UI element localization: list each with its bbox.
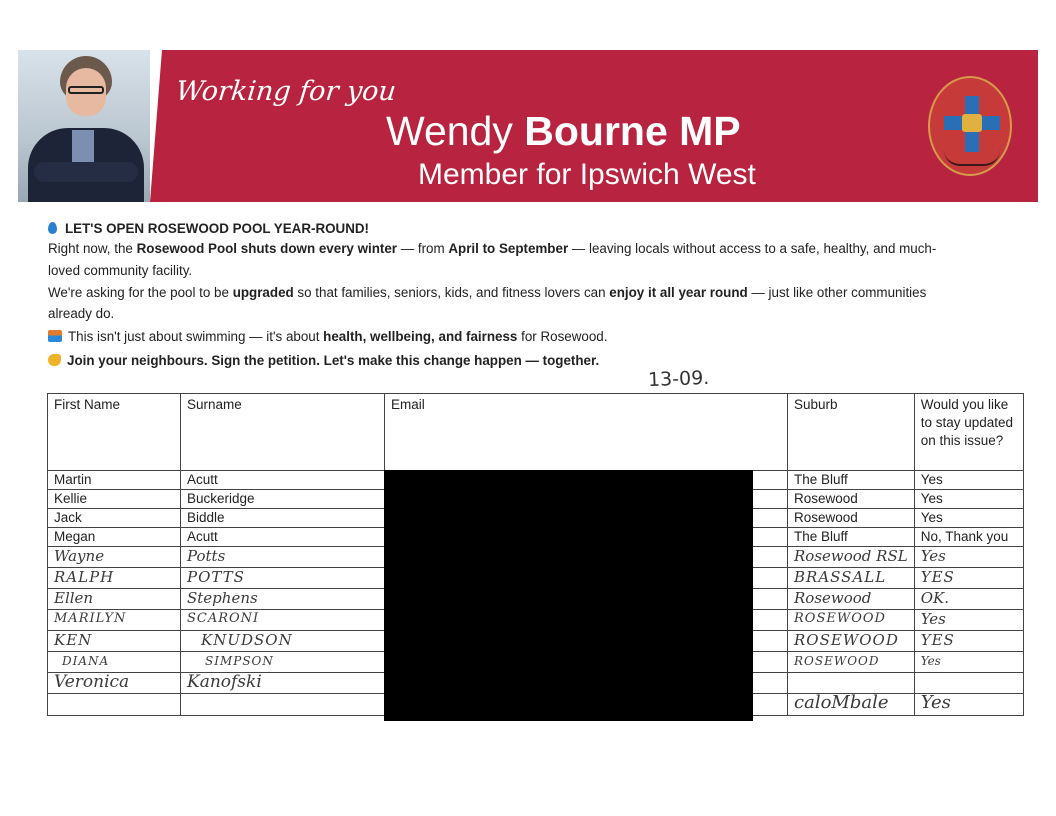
paragraph-1: Right now, the Rosewood Pool shuts down every winter — from April to September — leaving locals without access to a safe, healthy, and much- [48,241,937,256]
cell-surname: KNUDSON [181,631,385,652]
header-updates: Would you like to stay updated on this issue? [914,394,1023,471]
cell-first-name: RALPH [48,568,181,589]
swimmer-icon [48,330,62,342]
mp-portrait [18,50,150,202]
cell-updates: YES [914,631,1023,652]
cell-first-name: Wayne [48,547,181,568]
cell-first-name: MARILYN [48,610,181,631]
petition-heading: LET'S OPEN ROSEWOOD POOL YEAR-ROUND! [48,218,369,239]
cell-surname: Kanofski [181,673,385,694]
tagline: Working for you [174,76,398,107]
cell-first-name: Ellen [48,589,181,610]
paragraph-2-line-2: already do. [48,306,115,321]
cell-suburb: Rosewood [788,589,915,610]
cell-suburb: ROSEWOOD [788,610,915,631]
cell-updates: Yes [914,509,1023,528]
cell-updates: Yes [914,490,1023,509]
cell-updates: Yes [914,694,1023,716]
water-drop-icon [48,222,57,234]
paragraph-3: This isn't just about swimming — it's about health, wellbeing, and fairness for Rosewood. [48,326,607,347]
cell-updates: Yes [914,547,1023,568]
cell-first-name: Veronica [48,673,181,694]
cell-first-name [48,694,181,716]
header-email: Email [385,394,788,471]
cell-updates: Yes [914,652,1023,673]
header-first-name: First Name [48,394,181,471]
mp-name: Wendy Bourne MP [386,108,741,154]
email-redaction-box [384,470,753,721]
cell-suburb: BRASSALL [788,568,915,589]
cell-suburb: caloMbale [788,694,915,716]
cell-suburb: The Bluff [788,528,915,547]
cell-surname: POTTS [181,568,385,589]
cell-surname: Acutt [181,528,385,547]
header-banner [18,50,1038,202]
cell-surname: Stephens [181,589,385,610]
cell-first-name: DIANA [48,652,181,673]
cell-suburb: Rosewood [788,490,915,509]
paragraph-1-line-2: loved community facility. [48,263,193,278]
cell-updates [914,673,1023,694]
cell-surname: Biddle [181,509,385,528]
cell-surname: SCARONI [181,610,385,631]
table-header-row [48,394,1024,471]
cell-first-name: Jack [48,509,181,528]
header-surname: Surname [181,394,385,471]
cell-first-name: Megan [48,528,181,547]
cell-updates: Yes [914,610,1023,631]
cell-surname: SIMPSON [181,652,385,673]
cell-surname: Acutt [181,471,385,490]
cell-surname: Buckeridge [181,490,385,509]
cell-first-name: KEN [48,631,181,652]
handwritten-date: 13-09. [647,366,710,392]
cell-updates: YES [914,568,1023,589]
cell-surname: Potts [181,547,385,568]
mp-seat: Member for Ipswich West [418,158,756,191]
cell-surname [181,694,385,716]
cell-first-name: Martin [48,471,181,490]
paragraph-2: We're asking for the pool to be upgraded so that families, seniors, kids, and fitness lovers can enjoy it all year round — just like other communities [48,285,927,300]
header-suburb: Suburb [788,394,915,471]
cell-suburb [788,673,915,694]
handshake-icon [48,354,61,366]
cell-suburb: The Bluff [788,471,915,490]
cell-updates: OK. [914,589,1023,610]
cell-suburb: ROSEWOOD [788,652,915,673]
cell-suburb: Rosewood RSL [788,547,915,568]
cell-updates: Yes [914,471,1023,490]
cell-suburb: ROSEWOOD [788,631,915,652]
cell-updates: No, Thank you [914,528,1023,547]
queensland-crest-icon [928,76,1012,176]
call-to-action: Join your neighbours. Sign the petition. Let's make this change happen — together. [48,350,599,371]
cell-suburb: Rosewood [788,509,915,528]
cell-first-name: Kellie [48,490,181,509]
